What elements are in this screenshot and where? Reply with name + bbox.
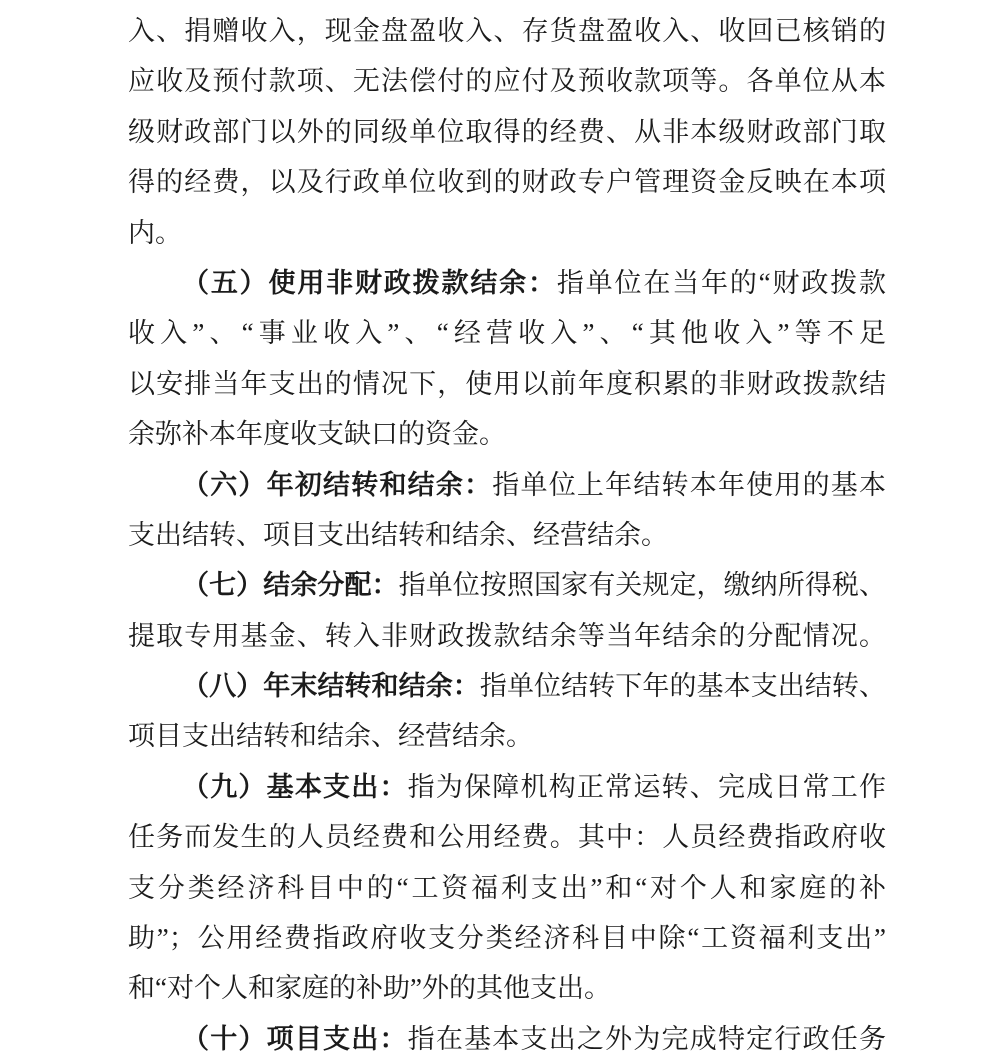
body-text-segment: 余弥补本年度收支缺口的资金。: [128, 419, 506, 450]
body-text-segment: 指单位结转下年的基本支出结转、: [479, 671, 887, 702]
body-text-segment: 级财政部门以外的同级单位取得的经费、从非本级财政部门取: [128, 116, 886, 147]
document-text-block: [128, 6, 886, 1064]
section-heading-segment: （五）使用非财政拨款结余：: [182, 267, 557, 298]
body-text-segment: 内。: [128, 217, 182, 248]
text-line: [128, 6, 886, 56]
text-line: [128, 258, 886, 308]
body-text-segment: 指在基本支出之外为完成特定行政任务: [407, 1023, 887, 1054]
text-line: [128, 107, 886, 157]
body-text-segment: 入、捐赠收入，现金盘盈收入、存货盘盈收入、收回已核销的: [128, 16, 886, 46]
text-line: [128, 963, 886, 1013]
body-text-segment: 支分类经济科目中的“工资福利支出”和“对个人和家庭的补: [128, 872, 886, 903]
section-heading-segment: （九）基本支出：: [182, 771, 408, 802]
body-text-segment: 任务而发生的人员经费和公用经费。其中：人员经费指政府收: [128, 822, 886, 853]
text-line: [128, 460, 886, 510]
body-text-segment: 助”；公用经费指政府收支分类经济科目中除“工资福利支出”: [128, 923, 886, 954]
body-text-segment: 提取专用基金、转入非财政拨款结余等当年结余的分配情况。: [128, 620, 886, 651]
body-text-segment: 指为保障机构正常运转、完成日常工作: [407, 771, 887, 802]
body-text-segment: 和“对个人和家庭的补助”外的其他支出。: [128, 973, 611, 1004]
body-text-segment: 支出结转、项目支出结转和结余、经营结余。: [128, 519, 668, 550]
text-line: [128, 560, 886, 610]
text-line: [128, 359, 886, 409]
text-line: [128, 913, 886, 963]
body-text-segment: 以安排当年支出的情况下，使用以前年度积累的非财政拨款结: [128, 368, 886, 399]
text-line: [128, 611, 886, 661]
body-text-segment: 应收及预付款项、无法偿付的应付及预收款项等。各单位从本: [128, 66, 886, 97]
text-line: [128, 711, 886, 761]
text-line: [128, 510, 886, 560]
section-heading-segment: （六）年初结转和结余：: [182, 469, 493, 500]
body-text-segment: 指单位在当年的“财政拨款: [556, 267, 887, 298]
body-text-segment: 得的经费，以及行政单位收到的财政专户管理资金反映在本项: [128, 167, 886, 198]
text-line: [128, 308, 886, 358]
body-text-segment: 项目支出结转和结余、经营结余。: [128, 721, 533, 752]
text-line: [128, 661, 886, 711]
section-heading-segment: （十）项目支出：: [182, 1023, 408, 1054]
text-line: [128, 409, 886, 459]
text-line: [128, 762, 886, 812]
text-line: [128, 1014, 886, 1064]
section-heading-segment: （八）年末结转和结余：: [182, 671, 480, 702]
text-line: [128, 157, 886, 207]
body-text-segment: 指单位上年结转本年使用的基本: [492, 469, 887, 500]
body-text-segment: 指单位按照国家有关规定，缴纳所得税、: [398, 570, 886, 601]
body-text-segment: 收入”、“事业收入”、“经营收入”、“其他收入”等不足: [128, 318, 886, 349]
text-line: [128, 56, 886, 106]
text-line: [128, 863, 886, 913]
section-heading-segment: （七）结余分配：: [182, 570, 399, 601]
text-line: [128, 812, 886, 862]
text-line: [128, 208, 886, 258]
